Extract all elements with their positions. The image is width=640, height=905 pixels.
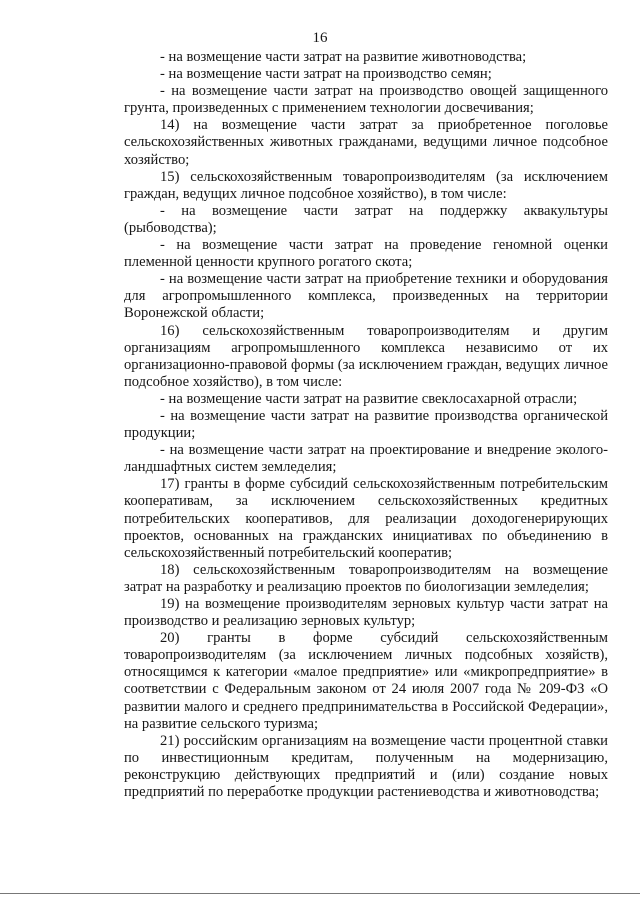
paragraph-5: 15) сельскохозяйственным товаропроизводителям (за исключением граждан, ведущих личное подсобное хозяйство), в том числе: xyxy=(124,168,608,202)
paragraph-10: - на возмещение части затрат на развитие свеклосахарной отрасли; xyxy=(160,390,578,407)
paragraph-15: 19) на возмещение производителям зерновых культур части затрат на производство и реализацию зерновых культур; xyxy=(124,596,608,630)
paragraph-17: 21) российским организациям на возмещение части процентной ставки по инвестиционным кредитам, полученным на модернизацию, реконструкцию действующих предприятий и (или) создание новых предприятий по переработке продукции растениеводства и животноводства; xyxy=(124,732,608,801)
paragraph-7: - на возмещение части затрат на проведение геномной оценки племенной ценности крупного рогатого скота; xyxy=(124,237,608,271)
paragraph-11: - на возмещение части затрат на развитие производства органической продукции; xyxy=(124,407,608,442)
page-number: 16 xyxy=(312,30,328,46)
paragraph-16: 20) гранты в форме субсидий сельскохозяйственным товаропроизводителям (за исключением личных подсобных хозяйств), относящимся к категории «малое предприятие» или «микропредприятие» в соответствии с Федеральным законом от 24 июля 2007 года № 209-ФЗ «О развитии малого и среднего предпринимательства в Российской Федерации», на развитие сельского туризма; xyxy=(124,630,608,732)
paragraph-3: - на возмещение части затрат на производство овощей защищенного грунта, произведенных с применением технологии досвечивания; xyxy=(124,83,608,117)
paragraph-8: - на возмещение части затрат на приобретение техники и оборудования для агропромышленного комплекса, произведенных на территории Воронежской области; xyxy=(124,271,608,322)
paragraph-2: - на возмещение части затрат на производство семян; xyxy=(160,66,492,83)
paragraph-6: - на возмещение части затрат на поддержку аквакультуры (рыбоводства); xyxy=(124,202,608,236)
paragraph-9: 16) сельскохозяйственным товаропроизводителям и другим организациям агропромышленного комплекса независимо от их организационно-правовой формы (за исключением граждан, ведущих личное подсобное хозяйство), в том числе: xyxy=(124,322,608,390)
paragraph-1: - на возмещение части затрат на развитие животноводства; xyxy=(160,49,527,65)
paragraph-4: 14) на возмещение части затрат за приобретенное поголовье сельскохозяйственных животных гражданами, ведущими личное подсобное хозяйство; xyxy=(124,117,608,168)
bottom-divider xyxy=(0,893,640,894)
paragraph-13: 17) гранты в форме субсидий сельскохозяйственным потребительским кооперативам, за исключением сельскохозяйственных кредитных потребительских кооперативов, для реализации доходогенерирующих проектов, основанных на гражданских инициативах по объединению в сельскохозяйственный потребительский кооператив; xyxy=(124,476,608,561)
paragraph-14: 18) сельскохозяйственным товаропроизводителям на возмещение затрат на разработку и реализацию проектов по биологизации земледелия; xyxy=(124,561,608,595)
document-body xyxy=(124,49,608,801)
paragraph-12: - на возмещение части затрат на проектирование и внедрение эколого-ландшафтных систем земледелия; xyxy=(124,442,608,476)
